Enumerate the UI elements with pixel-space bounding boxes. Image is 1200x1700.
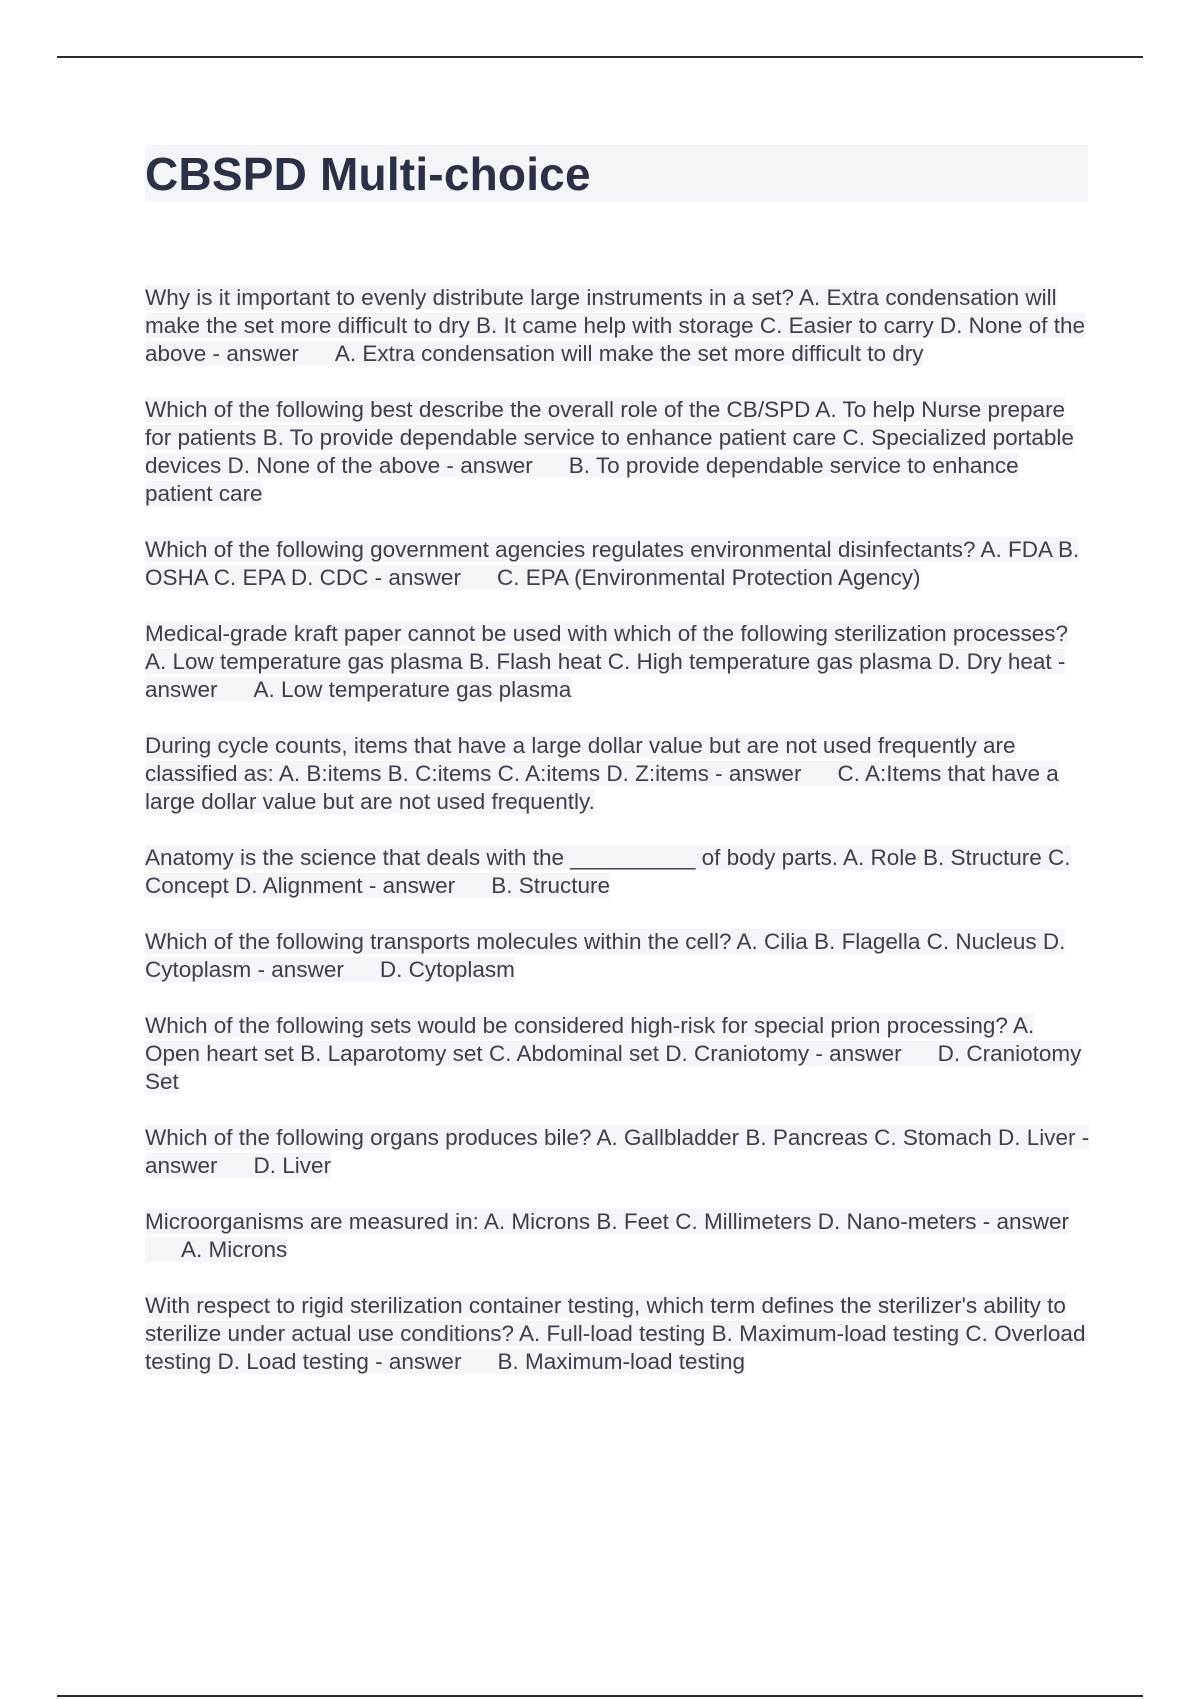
answer-label: answer xyxy=(728,761,802,786)
question-item xyxy=(145,620,1090,704)
answer-label: answer xyxy=(271,957,344,982)
question-item xyxy=(145,1124,1090,1180)
question-item-text xyxy=(145,733,1059,814)
question-item-text xyxy=(145,285,1085,366)
answer-text: A. Low temperature gas plasma xyxy=(253,677,572,702)
footer-rule xyxy=(57,1695,1143,1697)
answer-label: answer xyxy=(145,677,218,702)
question-item-text xyxy=(145,621,1068,702)
question-text: Anatomy is the science that deals with the __________ of body parts. A. Role B. Structure C. Concept D. Alignment - xyxy=(145,845,1071,898)
question-item xyxy=(145,844,1090,900)
question-text: Which of the following sets would be considered high-risk for special prion processing? A. Open heart set B. Laparotomy set C. Abdominal set D. Craniotomy - xyxy=(145,1013,1035,1066)
answer-label: answer xyxy=(145,1153,218,1178)
question-item xyxy=(145,1292,1090,1376)
question-item-text xyxy=(145,397,1074,506)
answer-text: D. Liver xyxy=(253,1153,332,1178)
answer-text: C. A:Items that have a large dollar value but are not used frequently. xyxy=(145,761,1059,814)
question-item xyxy=(145,396,1090,508)
header-rule xyxy=(57,56,1143,58)
answer-text: D. Cytoplasm xyxy=(379,957,515,982)
question-text: Microorganisms are measured in: A. Microns B. Feet C. Millimeters D. Nano-meters - xyxy=(145,1209,991,1234)
answer-text: B. To provide dependable service to enhance patient care xyxy=(145,453,1019,506)
question-item-text xyxy=(145,537,1079,590)
page-title: CBSPD Multi-choice xyxy=(145,148,591,200)
answer-label: answer xyxy=(226,341,299,366)
question-item xyxy=(145,928,1090,984)
question-item xyxy=(145,1012,1090,1096)
answer-label: answer xyxy=(996,1209,1070,1234)
question-item-text xyxy=(145,1125,1089,1178)
question-item xyxy=(145,732,1090,816)
answer-label: answer xyxy=(388,1349,462,1374)
question-text: Which of the following organs produces bile? A. Gallbladder B. Pancreas C. Stomach D. Liver - xyxy=(145,1125,1090,1150)
answer-text: A. Microns xyxy=(181,1237,288,1262)
question-item-text xyxy=(145,845,1071,898)
question-text: With respect to rigid sterilization container testing, which term defines the sterilizer's ability to sterilize under actual use conditions? A. Full-load testing B. Maximum-load testing C. Overload testing D. Load testing - xyxy=(145,1293,1086,1374)
question-item-text xyxy=(145,1209,1069,1262)
question-item xyxy=(145,1208,1090,1264)
question-item-text xyxy=(145,1013,1081,1094)
answer-text: C. EPA (Environmental Protection Agency) xyxy=(496,565,921,590)
question-text: Which of the following best describe the overall role of the CB/SPD A. To help Nurse prepare for patients B. To provide dependable service to enhance patient care C. Specialized portable devices D. None of the above - xyxy=(145,397,1074,478)
question-list xyxy=(145,284,1090,1404)
question-item xyxy=(145,536,1090,592)
question-item-text xyxy=(145,1293,1085,1374)
answer-label: answer xyxy=(388,565,461,590)
question-item-text xyxy=(145,929,1065,982)
answer-label: answer xyxy=(382,873,456,898)
answer-text: A. Extra condensation will make the set more difficult to dry xyxy=(334,341,924,366)
answer-label: answer xyxy=(460,453,533,478)
answer-label: answer xyxy=(829,1041,902,1066)
question-text: Which of the following transports molecules within the cell? A. Cilia B. Flagella C. Nucleus D. Cytoplasm - xyxy=(145,929,1066,982)
answer-text: B. Structure xyxy=(491,873,610,898)
question-text: Medical-grade kraft paper cannot be used with which of the following sterilization processes? A. Low temperature gas plasma B. Flash heat C. High temperature gas plasma D. Dry heat - xyxy=(145,621,1068,674)
question-text: Which of the following government agencies regulates environmental disinfectants? A. FDA B. OSHA C. EPA D. CDC - xyxy=(145,537,1080,590)
question-text: Why is it important to evenly distribute large instruments in a set? A. Extra condensation will make the set more difficult to dry B. It came help with storage C. Easier to carry D. None of the above - xyxy=(145,285,1085,366)
answer-text: B. Maximum-load testing xyxy=(497,1349,746,1374)
question-text: During cycle counts, items that have a large dollar value but are not used frequently are classified as: A. B:items B. C:items C. A:items D. Z:items - xyxy=(145,733,1016,786)
answer-text: D. Craniotomy Set xyxy=(145,1041,1082,1094)
question-item xyxy=(145,284,1090,368)
